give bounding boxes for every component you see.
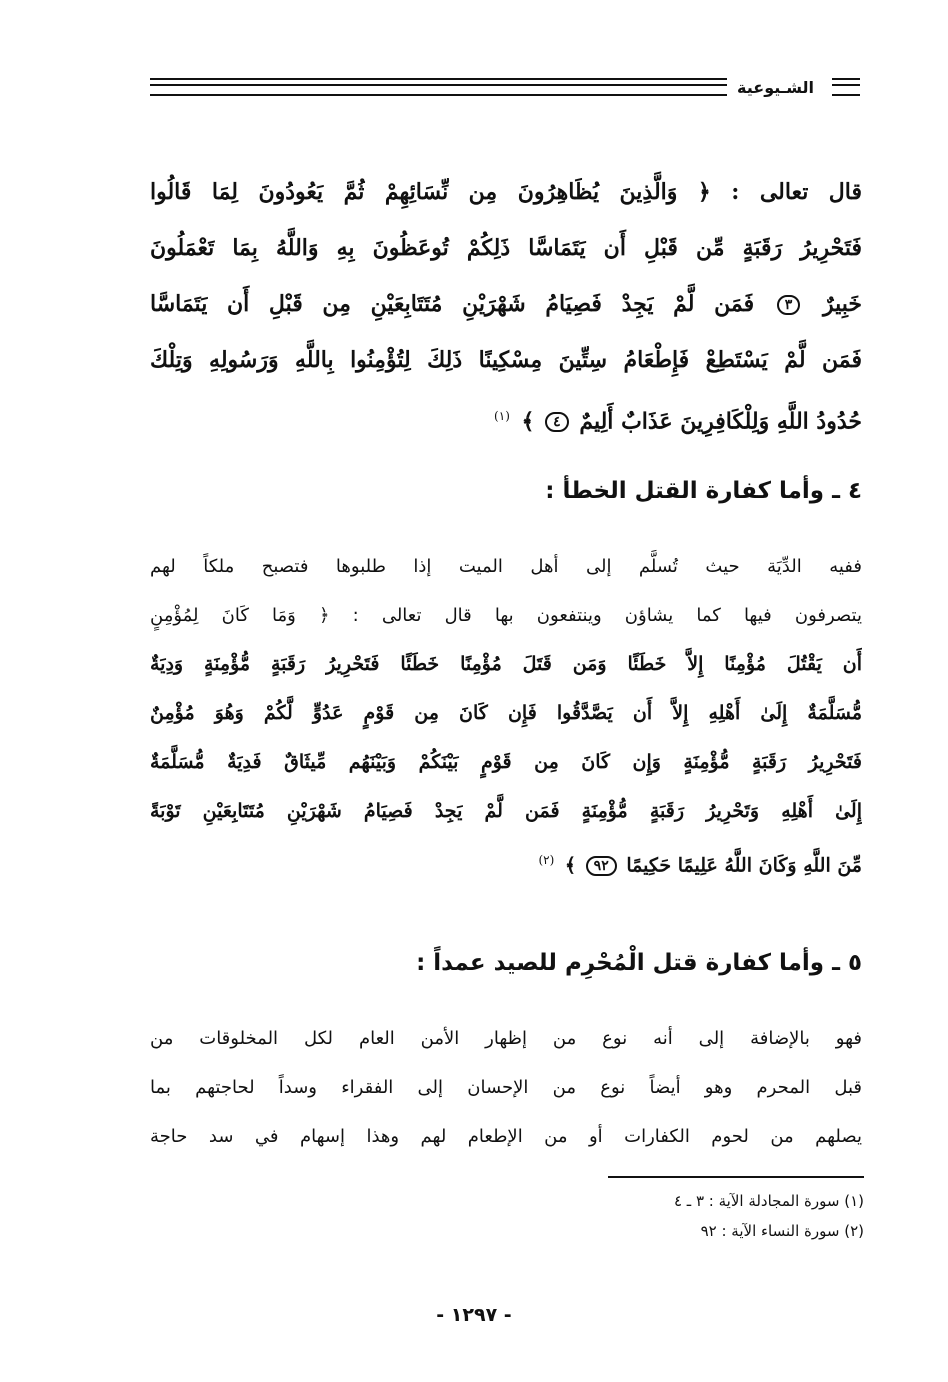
footnote-reference: (١) [494,409,510,423]
text-line: قبل المحرم وهو أيضاً نوع من الإحسان إلى الفقراء وسداً لحاجتهم بما [150,1077,862,1098]
text-fragment: مِّنَ اللَّهِ وَكَانَ اللَّهُ عَلِيمًا حَكِيمًا [626,854,862,877]
text-line: يتصرفون فيها كما يشاؤن وينتفعون بها قال تعالى : ﴿ وَمَا كَانَ لِمُؤْمِنٍ [150,605,862,626]
text-line: يصلهم من لحوم الكفارات أو من الإطعام لهم وهذا إسهام في سد حاجة [150,1126,862,1147]
section-manslaughter-expiation [150,542,862,885]
text-line [150,836,862,885]
text-fragment: فَمَن لَّمْ يَجِدْ فَصِيَامُ شَهْرَيْنِ مُتَتَابِعَيْنِ مِن قَبْلِ أَن يَتَمَاسَّا [150,291,755,317]
footnote-item: (٢) سورة النساء الآية : ٩٢ [700,1222,864,1240]
text-line: مُّسَلَّمَةٌ إِلَىٰ أَهْلِهِ إِلاَّ أَن يَصَّدَّقُوا فَإِن كَانَ مِن قَوْمٍ عَدُوٍّ لَّكُمْ وَهُوَ مُؤْمِنٌ [150,702,862,724]
text-line: فَتَحْرِيرُ رَقَبَةٍ مُّؤْمِنَةٍ وَإِن كَانَ مِن قَوْمٍ بَيْنَكُمْ وَبَيْنَهُم مِّيثَاقٌ فَدِيَةٌ مُّسَلَّمَةٌ [150,751,862,773]
header-ornament-rule-right [832,78,860,96]
text-line: ففيه الدِّيَة حيث تُسلَّم إلى أهل الميت إذا طلبوها فتصبح ملكاً لهم [150,556,862,577]
header-ornament-rule-long [150,78,727,96]
text-fragment: خَبِيرٌ [822,291,862,317]
text-line: فَمَن لَّمْ يَسْتَطِعْ فَإِطْعَامُ سِتِّينَ مِسْكِينًا ذَلِكَ لِتُؤْمِنُوا بِاللَّهِ وَرَسُولِهِ وَتِلْكَ [150,347,862,373]
footnote-divider [608,1176,864,1178]
page-header [150,74,860,100]
page-number: - ١٢٩٧ - [436,1304,512,1326]
footnote-reference: (٢) [538,853,555,867]
text-line [150,276,862,332]
quran-bracket-close: ﴾ [564,854,577,877]
running-title: الشـيوعية [737,77,814,97]
text-line: أَن يَقْتُلَ مُؤْمِنًا إِلاَّ خَطَئًا وَمَن قَتَلَ مُؤْمِنًا خَطَئًا فَتَحْرِيرُ رَقَبَةٍ مُّؤْمِنَةٍ وَدِيَةٌ [150,653,862,675]
quran-quote-zihar [150,164,862,444]
text-line: إِلَىٰ أَهْلِهِ وَتَحْرِيرُ رَقَبَةٍ مُّؤْمِنَةٍ فَمَن لَّمْ يَجِدْ فَصِيَامُ شَهْرَيْنِ مُتَتَابِعَيْنِ تَوْبَةً [150,800,862,822]
text-fragment: حُدُودُ اللَّهِ وَلِلْكَافِرِينَ عَذَابٌ أَلِيمٌ [579,408,862,435]
text-line [150,388,862,444]
footnotes [500,1186,864,1246]
ayah-number-mark: ٤ [545,412,569,432]
ayah-number-mark: ٣ [777,295,801,315]
text-line: فَتَحْرِيرُ رَقَبَةٍ مِّن قَبْلِ أَن يَتَمَاسَّا ذَلِكُمْ تُوعَظُونَ بِهِ وَاللَّهُ بِمَا تَعْمَلُونَ [150,235,862,261]
quran-bracket-close: ﴾ [521,408,535,435]
footnote-item: (١) سورة المجادلة الآية : ٣ ـ ٤ [673,1192,864,1210]
section-heading-5: ٥ ـ وأما كفارة قتل الْمُحْرِم للصيد عمداً : [416,950,862,976]
section-heading-4: ٤ ـ وأما كفارة القتل الخطأ : [545,478,862,504]
text-line: قال تعالى : ﴿ وَالَّذِينَ يُظَاهِرُونَ مِن نِّسَائِهِمْ ثُمَّ يَعُودُونَ لِمَا قَالُوا [150,179,862,205]
ayah-number-mark: ٩٢ [586,856,617,876]
text-line: فهو بالإضافة إلى أنه نوع من إظهار الأمن العام لكل المخلوقات من [150,1028,862,1049]
section-hunting-expiation [150,1014,862,1161]
